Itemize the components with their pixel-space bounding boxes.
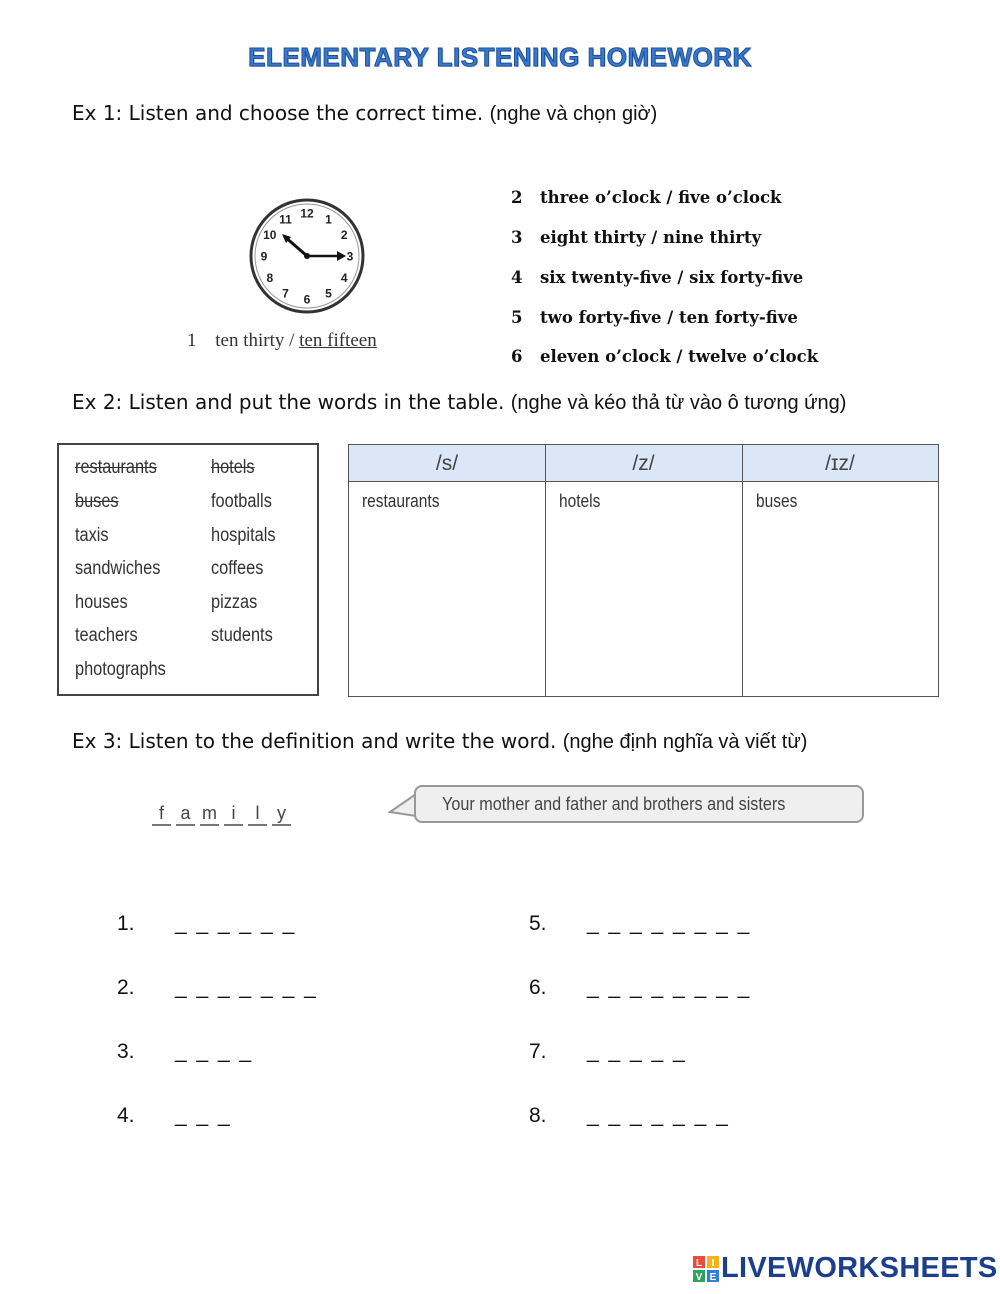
word-bank xyxy=(57,443,319,696)
option-number: 2 xyxy=(511,188,523,207)
svg-text:I: I xyxy=(711,1257,715,1269)
answer-input-3[interactable]: _ _ _ _ xyxy=(175,1040,254,1063)
word-pizzas[interactable]: pizzas xyxy=(211,592,258,613)
option-number: 5 xyxy=(511,308,523,327)
clock-numeral: 2 xyxy=(340,228,348,242)
answer-input-5[interactable]: _ _ _ _ _ _ _ _ xyxy=(587,912,752,935)
clock-numeral: 4 xyxy=(340,271,348,285)
ex1-option-4[interactable] xyxy=(511,268,803,287)
ex1-instruction-text: Ex 1: Listen and choose the correct time. xyxy=(72,101,484,125)
answer-number: 7. xyxy=(529,1040,547,1063)
answer-number: 4. xyxy=(117,1104,135,1127)
answer-6 xyxy=(529,976,547,1000)
clock-image xyxy=(247,196,367,316)
word-teachers[interactable]: teachers xyxy=(75,625,138,646)
clock-numeral: 8 xyxy=(266,271,274,285)
ex1-example-first: ten thirty / xyxy=(215,330,295,351)
table-cell-z[interactable]: hotels xyxy=(559,491,601,511)
logo-mark-icon xyxy=(693,1256,719,1282)
ex1-option-5[interactable] xyxy=(511,308,798,327)
clock-numeral: 6 xyxy=(303,292,311,307)
answer-2 xyxy=(117,976,135,1000)
answer-input-2[interactable]: _ _ _ _ _ _ _ xyxy=(175,976,318,999)
answer-1 xyxy=(117,912,135,936)
option-text: six twenty-five / six forty-five xyxy=(540,268,804,287)
svg-text:V: V xyxy=(695,1271,703,1282)
table-cell-s[interactable]: restaurants xyxy=(362,491,440,511)
sound-table xyxy=(348,444,939,697)
liveworksheets-logo[interactable] xyxy=(693,1252,998,1285)
table-divider xyxy=(545,445,546,696)
table-cell-iz[interactable]: buses xyxy=(756,491,798,511)
clock-numeral: 10 xyxy=(263,228,277,242)
answer-number: 5. xyxy=(529,912,547,935)
answer-3 xyxy=(117,1040,135,1064)
answer-5 xyxy=(529,912,547,936)
ex3-instruction xyxy=(72,729,807,754)
word-footballs[interactable]: footballs xyxy=(211,491,272,512)
definition-text: Your mother and father and brothers and sisters xyxy=(442,794,786,814)
answer-7 xyxy=(529,1040,547,1064)
example-letter: f xyxy=(152,802,171,826)
clock-numeral: 5 xyxy=(325,286,332,301)
answer-number: 6. xyxy=(529,976,547,999)
answer-number: 2. xyxy=(117,976,135,999)
clock-numeral: 12 xyxy=(300,206,314,221)
ex2-instruction-vn: (nghe và kéo thả từ vào ô tương ứng) xyxy=(510,392,847,414)
answer-number: 1. xyxy=(117,912,135,935)
answer-input-6[interactable]: _ _ _ _ _ _ _ _ xyxy=(587,976,752,999)
answer-number: 8. xyxy=(529,1104,547,1127)
word-restaurants[interactable]: restaurants xyxy=(75,457,157,478)
word-photographs[interactable]: photographs xyxy=(75,659,166,680)
answer-input-8[interactable]: _ _ _ _ _ _ _ xyxy=(587,1104,730,1127)
option-number: 4 xyxy=(511,268,523,287)
example-letter: m xyxy=(200,802,219,826)
word-buses[interactable]: buses xyxy=(75,491,119,512)
clock-numeral: 7 xyxy=(282,286,289,301)
clock-numeral: 1 xyxy=(325,212,332,227)
ex1-example-answer: ten fifteen xyxy=(299,330,377,351)
page-title: ELEMENTARY LISTENING HOMEWORK xyxy=(248,42,752,72)
ex1-option-3[interactable] xyxy=(511,228,761,247)
table-header-iz: /ɪz/ xyxy=(742,445,938,482)
example-letter: a xyxy=(176,802,195,826)
ex3-instruction-vn: (nghe định nghĩa và viết từ) xyxy=(562,731,808,753)
ex1-option-2[interactable] xyxy=(511,188,782,207)
option-number: 3 xyxy=(511,228,523,247)
word-students[interactable]: students xyxy=(211,625,273,646)
svg-text:E: E xyxy=(709,1271,717,1282)
ex3-example-word xyxy=(152,802,296,826)
table-header-z: /z/ xyxy=(545,445,742,482)
answer-input-7[interactable]: _ _ _ _ _ xyxy=(587,1040,687,1063)
clock-numeral: 9 xyxy=(260,249,268,264)
ex2-instruction xyxy=(72,390,846,415)
ex1-example-num: 1 xyxy=(187,330,197,351)
example-letter: i xyxy=(224,802,243,826)
answer-number: 3. xyxy=(117,1040,135,1063)
answer-input-1[interactable]: _ _ _ _ _ _ xyxy=(175,912,297,935)
answer-input-4[interactable]: _ _ _ xyxy=(175,1104,232,1127)
clock-numeral: 3 xyxy=(346,249,354,264)
option-text: eleven o’clock / twelve o’clock xyxy=(540,347,819,366)
word-sandwiches[interactable]: sandwiches xyxy=(75,558,161,579)
table-divider xyxy=(742,445,743,696)
ex3-instruction-text: Ex 3: Listen to the definition and write the word. xyxy=(72,729,557,753)
svg-text:L: L xyxy=(695,1257,703,1269)
word-houses[interactable]: houses xyxy=(75,592,128,613)
option-text: three o’clock / five o’clock xyxy=(540,188,782,207)
definition-bubble xyxy=(414,785,864,823)
word-hotels[interactable]: hotels xyxy=(211,457,255,478)
option-text: eight thirty / nine thirty xyxy=(540,228,762,247)
option-text: two forty-five / ten forty-five xyxy=(540,308,798,327)
ex1-option-6[interactable] xyxy=(511,347,818,366)
logo-text: LIVEWORKSHEETS xyxy=(721,1252,998,1284)
answer-4 xyxy=(117,1104,135,1128)
example-letter: y xyxy=(272,802,291,826)
option-number: 6 xyxy=(511,347,523,366)
ex1-example-caption xyxy=(187,330,377,352)
table-header-s: /s/ xyxy=(349,445,545,482)
word-coffees[interactable]: coffees xyxy=(211,558,264,579)
ex1-instruction-vn: (nghe và chọn giờ) xyxy=(489,103,658,125)
word-taxis[interactable]: taxis xyxy=(75,525,109,546)
clock-numeral: 11 xyxy=(279,212,292,227)
answer-8 xyxy=(529,1104,547,1128)
ex2-instruction-text: Ex 2: Listen and put the words in the table. xyxy=(72,390,505,414)
ex1-instruction xyxy=(72,101,657,126)
example-letter: l xyxy=(248,802,267,826)
word-hospitals[interactable]: hospitals xyxy=(211,525,276,546)
